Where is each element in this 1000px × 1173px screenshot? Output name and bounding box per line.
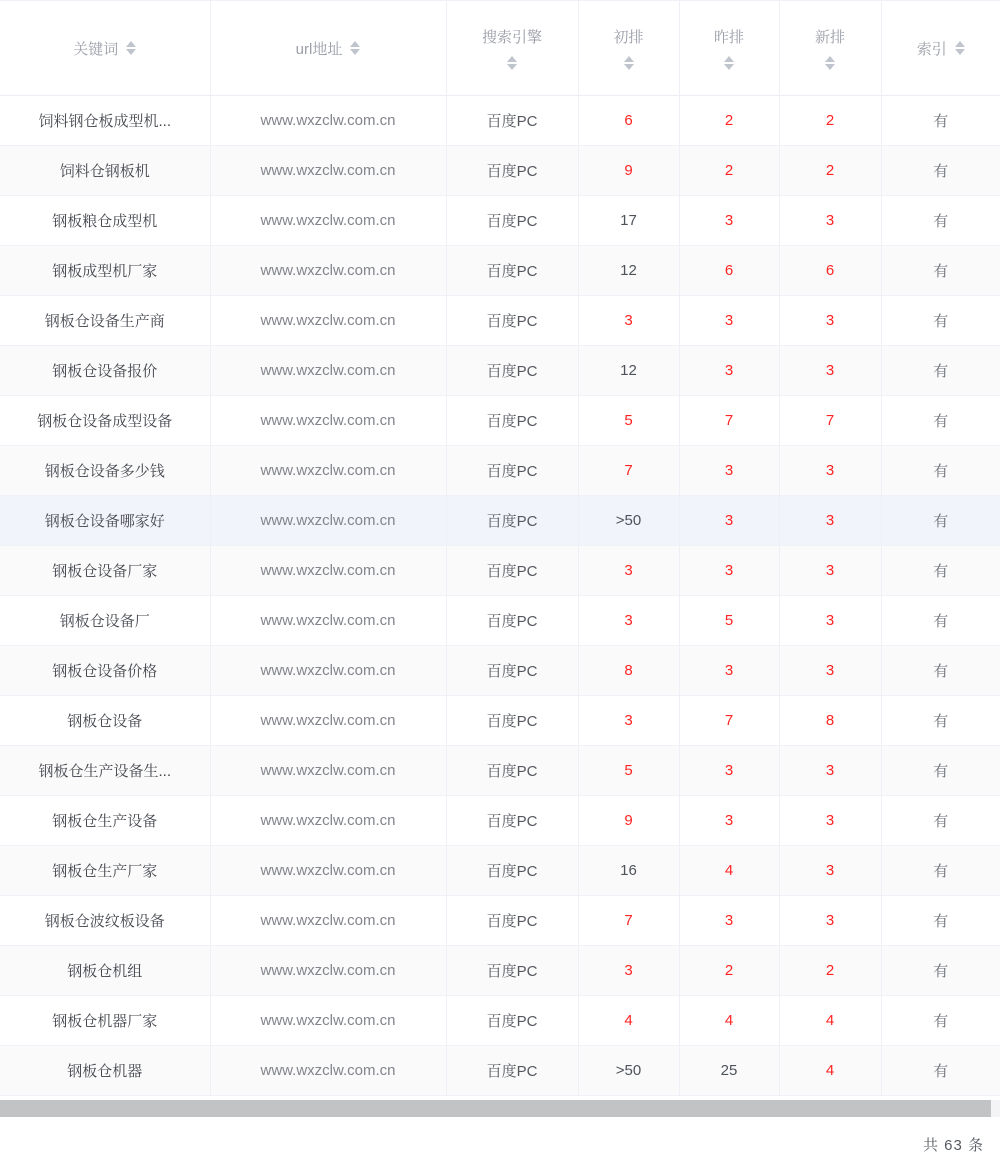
- search-engine-cell: 百度PC: [446, 846, 578, 896]
- keyword-cell: 钢板仓机器厂家: [0, 996, 210, 1046]
- yesterday-rank-cell: 25: [679, 1046, 779, 1096]
- table-body: [0, 96, 1000, 1096]
- yesterday-rank-cell: 3: [679, 296, 779, 346]
- yesterday-rank-cell: 3: [679, 346, 779, 396]
- initial-rank-cell: 12: [578, 346, 679, 396]
- search-engine-cell: 百度PC: [446, 296, 578, 346]
- initial-rank-cell: 3: [578, 546, 679, 596]
- keyword-cell: 钢板仓设备成型设备: [0, 396, 210, 446]
- index-cell: 有: [881, 846, 1000, 896]
- search-engine-cell: 百度PC: [446, 996, 578, 1046]
- new-rank-cell: 3: [779, 546, 881, 596]
- initial-rank-cell: 8: [578, 646, 679, 696]
- url-cell: www.wxzclw.com.cn: [210, 96, 446, 146]
- yesterday-rank-cell: 5: [679, 596, 779, 646]
- sort-icon[interactable]: [126, 41, 136, 55]
- index-cell: 有: [881, 146, 1000, 196]
- initial-rank-cell: 5: [578, 396, 679, 446]
- column-header-new-rank[interactable]: [779, 1, 881, 96]
- yesterday-rank-cell: 3: [679, 496, 779, 546]
- keyword-cell: 钢板仓机器: [0, 1046, 210, 1096]
- yesterday-rank-cell: 7: [679, 396, 779, 446]
- yesterday-rank-cell: 3: [679, 746, 779, 796]
- url-cell: www.wxzclw.com.cn: [210, 396, 446, 446]
- search-engine-cell: 百度PC: [446, 396, 578, 446]
- url-cell: www.wxzclw.com.cn: [210, 446, 446, 496]
- url-cell: www.wxzclw.com.cn: [210, 996, 446, 1046]
- sort-icon[interactable]: [825, 56, 835, 70]
- new-rank-cell: 3: [779, 596, 881, 646]
- table-row[interactable]: [0, 896, 1000, 946]
- table-row[interactable]: [0, 196, 1000, 246]
- new-rank-cell: 3: [779, 646, 881, 696]
- yesterday-rank-cell: 2: [679, 946, 779, 996]
- yesterday-rank-cell: 4: [679, 996, 779, 1046]
- index-cell: 有: [881, 396, 1000, 446]
- url-cell: www.wxzclw.com.cn: [210, 846, 446, 896]
- index-cell: 有: [881, 246, 1000, 296]
- index-cell: 有: [881, 596, 1000, 646]
- keyword-cell: 钢板仓设备报价: [0, 346, 210, 396]
- yesterday-rank-cell: 3: [679, 896, 779, 946]
- url-cell: www.wxzclw.com.cn: [210, 196, 446, 246]
- keyword-cell: 钢板仓设备厂家: [0, 546, 210, 596]
- initial-rank-cell: 4: [578, 996, 679, 1046]
- new-rank-cell: 8: [779, 696, 881, 746]
- initial-rank-cell: >50: [578, 1046, 679, 1096]
- search-engine-cell: 百度PC: [446, 196, 578, 246]
- total-count: 共 63 条: [922, 1137, 984, 1154]
- search-engine-cell: 百度PC: [446, 646, 578, 696]
- keyword-cell: 钢板仓生产设备生...: [0, 746, 210, 796]
- column-label-new-rank: 新排: [814, 29, 845, 46]
- horizontal-scrollbar-track[interactable]: [0, 1100, 1000, 1117]
- url-cell: www.wxzclw.com.cn: [210, 546, 446, 596]
- keyword-cell: 钢板仓设备生产商: [0, 296, 210, 346]
- new-rank-cell: 4: [779, 1046, 881, 1096]
- keyword-cell: 钢板成型机厂家: [0, 246, 210, 296]
- table-row[interactable]: [0, 1046, 1000, 1096]
- url-cell: www.wxzclw.com.cn: [210, 646, 446, 696]
- table-row[interactable]: [0, 746, 1000, 796]
- table-row[interactable]: [0, 846, 1000, 896]
- new-rank-cell: 3: [779, 196, 881, 246]
- index-cell: 有: [881, 746, 1000, 796]
- index-cell: 有: [881, 296, 1000, 346]
- yesterday-rank-cell: 3: [679, 446, 779, 496]
- index-cell: 有: [881, 496, 1000, 546]
- search-engine-cell: 百度PC: [446, 96, 578, 146]
- yesterday-rank-cell: 4: [679, 846, 779, 896]
- index-cell: 有: [881, 996, 1000, 1046]
- new-rank-cell: 3: [779, 796, 881, 846]
- index-cell: 有: [881, 1046, 1000, 1096]
- new-rank-cell: 6: [779, 246, 881, 296]
- new-rank-cell: 3: [779, 446, 881, 496]
- initial-rank-cell: 5: [578, 746, 679, 796]
- index-cell: 有: [881, 346, 1000, 396]
- yesterday-rank-cell: 2: [679, 96, 779, 146]
- index-cell: 有: [881, 446, 1000, 496]
- search-engine-cell: 百度PC: [446, 446, 578, 496]
- horizontal-scrollbar-thumb[interactable]: [0, 1100, 991, 1117]
- url-cell: www.wxzclw.com.cn: [210, 496, 446, 546]
- column-header-yesterday-rank[interactable]: [679, 1, 779, 96]
- yesterday-rank-cell: 3: [679, 196, 779, 246]
- search-engine-cell: 百度PC: [446, 746, 578, 796]
- yesterday-rank-cell: 3: [679, 546, 779, 596]
- search-engine-cell: 百度PC: [446, 346, 578, 396]
- url-cell: www.wxzclw.com.cn: [210, 296, 446, 346]
- yesterday-rank-cell: 2: [679, 146, 779, 196]
- url-cell: www.wxzclw.com.cn: [210, 346, 446, 396]
- new-rank-cell: 2: [779, 96, 881, 146]
- table-row[interactable]: [0, 96, 1000, 146]
- column-label-yesterday-rank: 昨排: [713, 29, 744, 46]
- yesterday-rank-cell: 3: [679, 646, 779, 696]
- column-header-initial-rank[interactable]: [578, 1, 679, 96]
- url-cell: www.wxzclw.com.cn: [210, 146, 446, 196]
- url-cell: www.wxzclw.com.cn: [210, 746, 446, 796]
- initial-rank-cell: 12: [578, 246, 679, 296]
- keyword-cell: 钢板粮仓成型机: [0, 196, 210, 246]
- column-header-keyword[interactable]: [0, 1, 210, 96]
- search-engine-cell: 百度PC: [446, 546, 578, 596]
- keyword-cell: 钢板仓机组: [0, 946, 210, 996]
- table-row[interactable]: [0, 996, 1000, 1046]
- keyword-cell: 钢板仓生产厂家: [0, 846, 210, 896]
- table-row[interactable]: [0, 296, 1000, 346]
- table-row[interactable]: [0, 446, 1000, 496]
- keyword-cell: 钢板仓设备: [0, 696, 210, 746]
- keyword-cell: 钢板仓生产设备: [0, 796, 210, 846]
- keyword-cell: 钢板仓设备多少钱: [0, 446, 210, 496]
- table-footer: [0, 1134, 1000, 1155]
- table-header: [0, 1, 1000, 96]
- new-rank-cell: 3: [779, 346, 881, 396]
- initial-rank-cell: 3: [578, 296, 679, 346]
- index-cell: 有: [881, 546, 1000, 596]
- new-rank-cell: 3: [779, 746, 881, 796]
- url-cell: www.wxzclw.com.cn: [210, 596, 446, 646]
- table-row[interactable]: [0, 146, 1000, 196]
- search-engine-cell: 百度PC: [446, 946, 578, 996]
- column-header-index[interactable]: [881, 1, 1000, 96]
- keyword-cell: 钢板仓波纹板设备: [0, 896, 210, 946]
- table-row[interactable]: [0, 496, 1000, 546]
- sort-icon[interactable]: [955, 41, 965, 55]
- new-rank-cell: 2: [779, 946, 881, 996]
- search-engine-cell: 百度PC: [446, 796, 578, 846]
- index-cell: 有: [881, 196, 1000, 246]
- new-rank-cell: 7: [779, 396, 881, 446]
- table-row[interactable]: [0, 396, 1000, 446]
- table-row[interactable]: [0, 646, 1000, 696]
- new-rank-cell: 2: [779, 146, 881, 196]
- search-engine-cell: 百度PC: [446, 1046, 578, 1096]
- url-cell: www.wxzclw.com.cn: [210, 896, 446, 946]
- column-label-index: 索引: [916, 40, 947, 58]
- search-engine-cell: 百度PC: [446, 596, 578, 646]
- index-cell: 有: [881, 796, 1000, 846]
- index-cell: 有: [881, 946, 1000, 996]
- table-row[interactable]: [0, 246, 1000, 296]
- sort-icon[interactable]: [724, 56, 734, 70]
- sort-icon[interactable]: [624, 56, 634, 70]
- index-cell: 有: [881, 696, 1000, 746]
- initial-rank-cell: 7: [578, 446, 679, 496]
- table-row[interactable]: [0, 346, 1000, 396]
- initial-rank-cell: 3: [578, 696, 679, 746]
- url-cell: www.wxzclw.com.cn: [210, 946, 446, 996]
- table-row[interactable]: [0, 796, 1000, 846]
- keyword-cell: 饲料仓钢板机: [0, 146, 210, 196]
- table-row[interactable]: [0, 596, 1000, 646]
- index-cell: 有: [881, 646, 1000, 696]
- url-cell: www.wxzclw.com.cn: [210, 1046, 446, 1096]
- url-cell: www.wxzclw.com.cn: [210, 796, 446, 846]
- yesterday-rank-cell: 6: [679, 246, 779, 296]
- column-label-keyword: 关键词: [73, 40, 119, 58]
- keyword-cell: 饲料钢仓板成型机...: [0, 96, 210, 146]
- table-row[interactable]: [0, 696, 1000, 746]
- search-engine-cell: 百度PC: [446, 496, 578, 546]
- column-header-search-engine[interactable]: [446, 1, 578, 96]
- new-rank-cell: 3: [779, 846, 881, 896]
- initial-rank-cell: 3: [578, 946, 679, 996]
- initial-rank-cell: 9: [578, 146, 679, 196]
- yesterday-rank-cell: 7: [679, 696, 779, 746]
- index-cell: 有: [881, 896, 1000, 946]
- initial-rank-cell: >50: [578, 496, 679, 546]
- keyword-cell: 钢板仓设备价格: [0, 646, 210, 696]
- keyword-cell: 钢板仓设备厂: [0, 596, 210, 646]
- column-label-initial-rank: 初排: [613, 29, 644, 46]
- search-engine-cell: 百度PC: [446, 896, 578, 946]
- initial-rank-cell: 9: [578, 796, 679, 846]
- search-engine-cell: 百度PC: [446, 696, 578, 746]
- sort-icon[interactable]: [507, 56, 517, 70]
- new-rank-cell: 3: [779, 496, 881, 546]
- initial-rank-cell: 3: [578, 596, 679, 646]
- new-rank-cell: 3: [779, 896, 881, 946]
- column-label-search-engine: 搜索引擎: [481, 29, 542, 46]
- initial-rank-cell: 7: [578, 896, 679, 946]
- column-label-url: url地址: [295, 40, 343, 58]
- table-row[interactable]: [0, 946, 1000, 996]
- initial-rank-cell: 17: [578, 196, 679, 246]
- sort-icon[interactable]: [350, 41, 360, 55]
- search-engine-cell: 百度PC: [446, 246, 578, 296]
- initial-rank-cell: 6: [578, 96, 679, 146]
- table-row[interactable]: [0, 546, 1000, 596]
- new-rank-cell: 4: [779, 996, 881, 1046]
- url-cell: www.wxzclw.com.cn: [210, 696, 446, 746]
- column-header-url[interactable]: [210, 1, 446, 96]
- url-cell: www.wxzclw.com.cn: [210, 246, 446, 296]
- new-rank-cell: 3: [779, 296, 881, 346]
- keyword-cell: 钢板仓设备哪家好: [0, 496, 210, 546]
- yesterday-rank-cell: 3: [679, 796, 779, 846]
- index-cell: 有: [881, 96, 1000, 146]
- search-engine-cell: 百度PC: [446, 146, 578, 196]
- initial-rank-cell: 16: [578, 846, 679, 896]
